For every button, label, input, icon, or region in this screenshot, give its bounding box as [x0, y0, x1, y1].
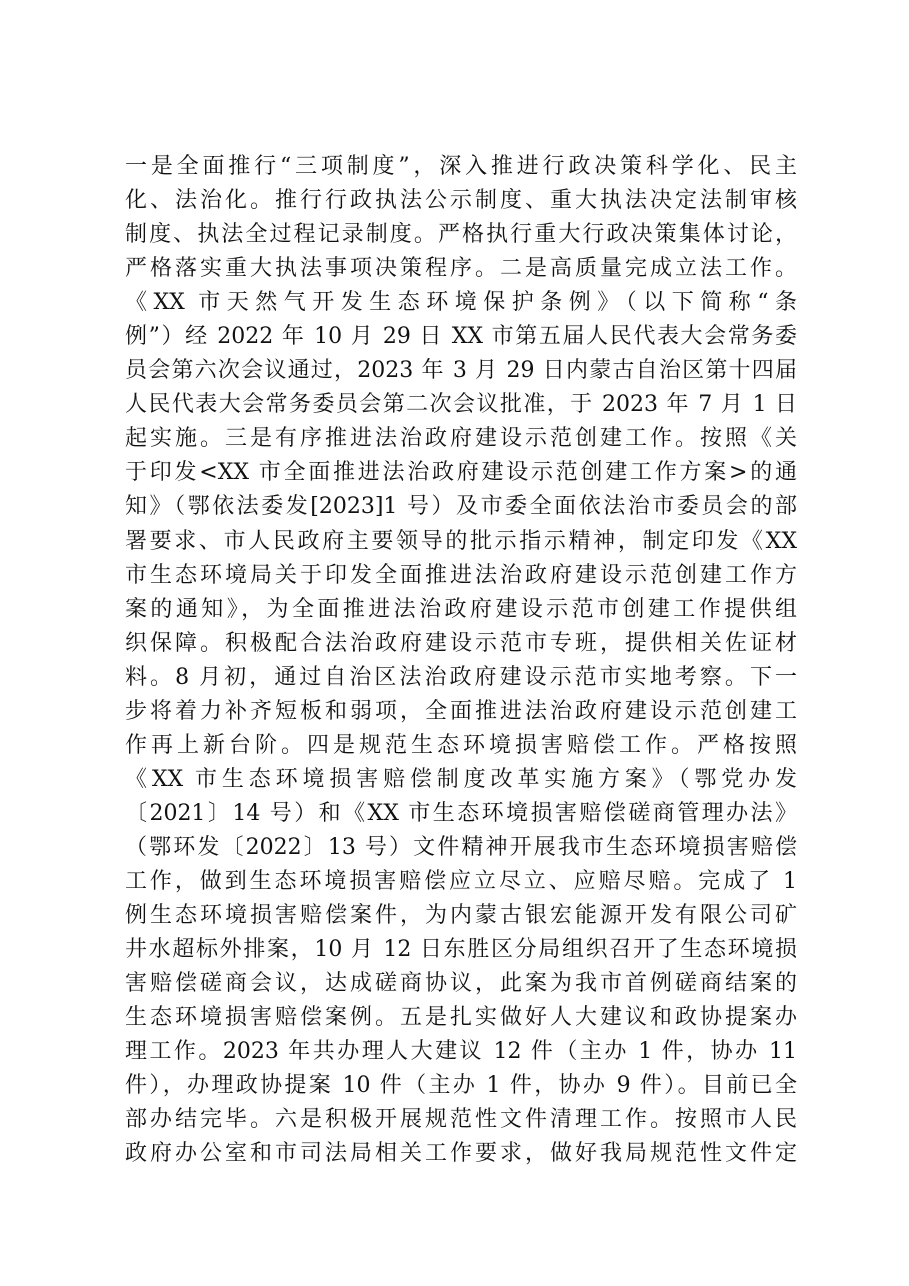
text-line: 案的通知》，为全面推进法治政府建设示范市创建工作提供组	[125, 596, 797, 622]
text-line: 员会第六次会议通过，2023 年 3 月 29 日内蒙古自治区第十四届	[125, 358, 797, 384]
text-line: 严格落实重大执法事项决策程序。二是高质量完成立法工作。	[125, 256, 797, 282]
text-line: 例”）经 2022 年 10 月 29 日 XX 市第五届人民代表大会常务委	[125, 324, 797, 350]
text-line: 人民代表大会常务委员会第二次会议批准，于 2023 年 7 月 1 日	[125, 392, 797, 418]
text-line: 生态环境损害赔偿案例。五是扎实做好人大建议和政协提案办	[125, 1005, 797, 1031]
text-line: 作再上新台阶。四是规范生态环境损害赔偿工作。严格按照	[125, 732, 797, 758]
text-line: （鄂环发〔2022〕13 号）文件精神开展我市生态环境损害赔偿	[125, 834, 797, 860]
text-line: 工作，做到生态环境损害赔偿应立尽立、应赔尽赔。完成了 1	[125, 868, 797, 894]
text-line: 例生态环境损害赔偿案件，为内蒙古银宏能源开发有限公司矿	[125, 903, 797, 929]
text-line: 化、法治化。推行行政执法公示制度、重大执法决定法制审核	[125, 188, 797, 214]
text-line: 署要求、市人民政府主要领导的批示指示精神，制定印发《XX	[125, 528, 797, 554]
text-line: 制度、执法全过程记录制度。严格执行重大行政决策集体讨论，	[125, 222, 797, 248]
text-line: 件），办理政协提案 10 件（主办 1 件，协办 9 件）。目前已全	[125, 1073, 797, 1099]
text-line: 市生态环境局关于印发全面推进法治政府建设示范创建工作方	[125, 562, 797, 588]
text-line: 《XX 市天然气开发生态环境保护条例》（以下简称“条	[125, 290, 797, 316]
text-line: 害赔偿磋商会议，达成磋商协议，此案为我市首例磋商结案的	[125, 971, 797, 997]
text-line: 料。8 月初，通过自治区法治政府建设示范市实地考察。下一	[125, 664, 797, 690]
text-line: 于印发<XX 市全面推进法治政府建设示范创建工作方案>的通	[125, 460, 797, 486]
text-line: 知》（鄂依法委发[2023]1 号）及市委全面依法治市委员会的部	[125, 494, 797, 520]
text-line: 政府办公室和市司法局相关工作要求，做好我局规范性文件定	[125, 1141, 797, 1167]
text-line: 井水超标外排案，10 月 12 日东胜区分局组织召开了生态环境损	[125, 937, 797, 963]
text-line: 《XX 市生态环境损害赔偿制度改革实施方案》（鄂党办发	[125, 766, 797, 792]
text-line: 步将着力补齐短板和弱项，全面推进法治政府建设示范创建工	[125, 698, 797, 724]
body-paragraph	[125, 150, 797, 1171]
text-line: 起实施。三是有序推进法治政府建设示范创建工作。按照《关	[125, 426, 797, 452]
text-line: 织保障。积极配合法治政府建设示范市专班，提供相关佐证材	[125, 630, 797, 656]
text-line: 〔2021〕14 号）和《XX 市生态环境损害赔偿磋商管理办法》	[125, 800, 797, 826]
text-line: 一是全面推行“三项制度”，深入推进行政决策科学化、民主	[125, 154, 797, 179]
text-line: 部办结完毕。六是积极开展规范性文件清理工作。按照市人民	[125, 1107, 797, 1133]
text-line: 理工作。2023 年共办理人大建议 12 件（主办 1 件，协办 11	[125, 1039, 797, 1065]
